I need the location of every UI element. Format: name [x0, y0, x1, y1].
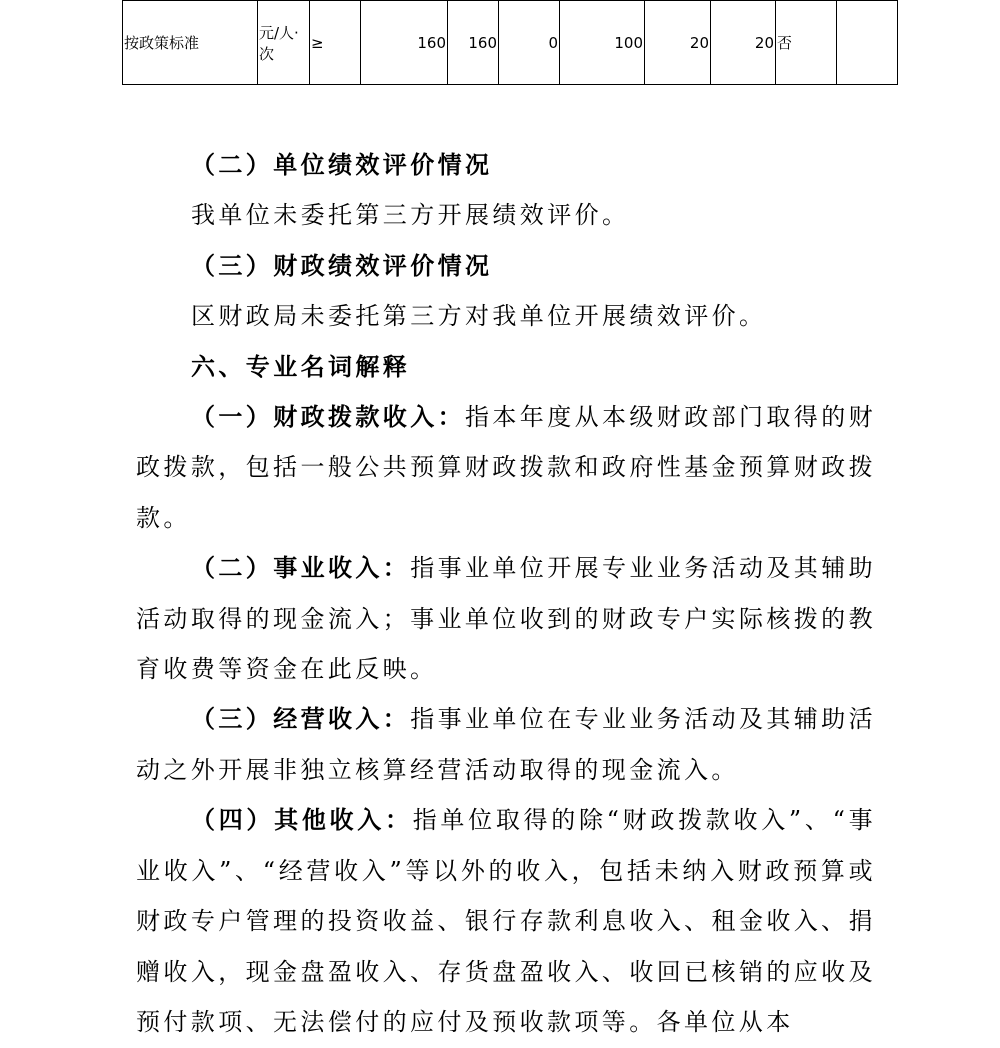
paragraph	[136, 241, 876, 291]
section-heading: （一）财政拨款收入：	[191, 402, 465, 432]
section-heading: （二）事业收入：	[191, 553, 411, 583]
section-heading: 六、专业名词解释	[191, 351, 411, 381]
paragraph-text: 指事业单位在专业业务活动及其辅助活动之外开展非独立核算经营活动取得的现金流入。	[136, 705, 877, 784]
section-heading: （三）经营收入：	[191, 704, 411, 734]
paragraph	[136, 543, 876, 694]
cell-empty	[837, 1, 898, 85]
paragraph	[136, 795, 876, 1047]
section-heading: （二）单位绩效评价情况	[191, 150, 493, 179]
cell-value: 160	[448, 1, 499, 85]
cell-value: 20	[645, 1, 711, 85]
paragraph	[136, 694, 876, 795]
cell-unit: 元/人·次	[258, 1, 310, 85]
cell-value: 0	[499, 1, 560, 85]
cell-name: 按政策标准	[123, 1, 258, 85]
paragraph-text: 指单位取得的除“财政拨款收入”、“事业收入”、“经营收入”等以外的收入，包括未纳入财政预算或财政专户管理的投资收益、银行存款利息收入、租金收入、捐赠收入，现金盘盈收入、存货盘盈收入、收回已核销的应收及预付款项、无法偿付的应付及预收款项等。各单位从本	[136, 806, 877, 1036]
cell-value: 100	[560, 1, 645, 85]
cell-flag: 否	[776, 1, 837, 85]
section-heading: （三）财政绩效评价情况	[191, 250, 493, 280]
paragraph-text: 我单位未委托第三方开展绩效评价。	[191, 201, 630, 230]
paragraph	[136, 291, 876, 341]
cell-value: 20	[711, 1, 776, 85]
paragraph-text: 指本年度从本级财政部门取得的财政拨款，包括一般公共预算财政拨款和政府性基金预算财政拨款。	[136, 403, 876, 532]
paragraph	[136, 140, 876, 190]
paragraph	[136, 190, 876, 240]
section-heading: （四）其他收入：	[191, 805, 413, 835]
document-body	[136, 140, 876, 1047]
paragraph	[136, 392, 876, 543]
paragraph	[136, 342, 876, 392]
paragraph-text: 区财政局未委托第三方对我单位开展绩效评价。	[191, 302, 767, 331]
paragraph-text: 指事业单位开展专业业务活动及其辅助活动取得的现金流入；事业单位收到的财政专户实际核拨的教育收费等资金在此反映。	[136, 554, 877, 684]
table-row	[123, 1, 898, 85]
cell-operator: ≥	[310, 1, 361, 85]
cell-value: 160	[361, 1, 448, 85]
performance-table	[122, 0, 898, 85]
